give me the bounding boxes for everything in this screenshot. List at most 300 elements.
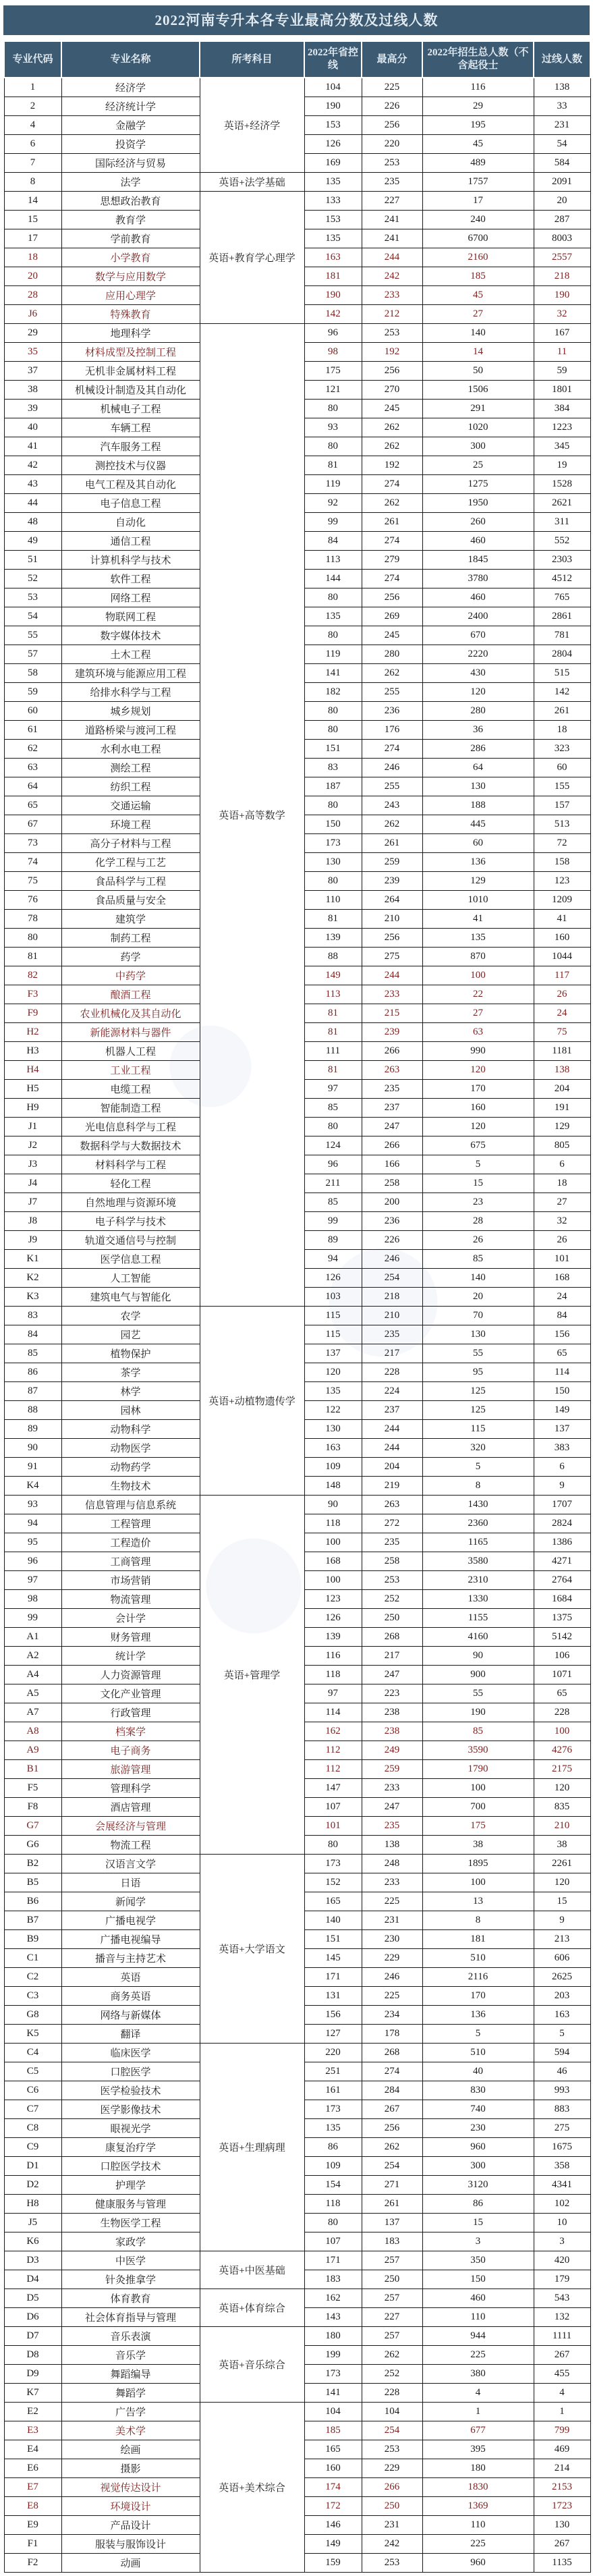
max-score-cell: 256 <box>362 2118 422 2137</box>
major-name-cell: 机械电子工程 <box>61 399 200 418</box>
pass-count-cell: 203 <box>534 1986 590 2005</box>
enroll-total-cell: 2116 <box>422 1967 534 1986</box>
max-score-cell: 234 <box>362 2005 422 2024</box>
max-score-cell: 255 <box>362 777 422 796</box>
enroll-total-cell: 195 <box>422 115 534 134</box>
enroll-total-cell: 27 <box>422 1004 534 1022</box>
major-code-cell: H8 <box>4 2194 61 2213</box>
province-line-cell: 135 <box>304 229 362 248</box>
province-line-cell: 96 <box>304 323 362 342</box>
enroll-total-cell: 700 <box>422 1797 534 1816</box>
enroll-total-cell: 125 <box>422 1400 534 1419</box>
major-name-cell: 医学影像技术 <box>61 2100 200 2118</box>
major-code-cell: 14 <box>4 191 61 210</box>
enroll-total-cell: 120 <box>422 1060 534 1079</box>
pass-count-cell: 1181 <box>534 1041 590 1060</box>
province-line-cell: 84 <box>304 531 362 550</box>
enroll-total-cell: 2220 <box>422 645 534 663</box>
enroll-total-cell: 45 <box>422 285 534 304</box>
major-name-cell: 广播电视学 <box>61 1911 200 1929</box>
max-score-cell: 262 <box>362 815 422 833</box>
province-line-cell: 116 <box>304 1646 362 1665</box>
max-score-cell: 274 <box>362 569 422 588</box>
max-score-cell: 224 <box>362 1381 422 1400</box>
pass-count-cell: 38 <box>534 1835 590 1854</box>
province-line-cell: 111 <box>304 1041 362 1060</box>
enroll-total-cell: 100 <box>422 1873 534 1892</box>
major-code-cell: E4 <box>4 2440 61 2459</box>
major-code-cell: C3 <box>4 1986 61 2005</box>
major-name-cell: 电气工程及其自动化 <box>61 474 200 493</box>
major-code-cell: 53 <box>4 588 61 607</box>
table-row <box>4 2251 590 2270</box>
pass-count-cell: 123 <box>534 871 590 890</box>
pass-count-cell: 26 <box>534 1230 590 1249</box>
pass-count-cell: 114 <box>534 1363 590 1381</box>
subject-cell: 英语+美术综合 <box>200 2402 304 2572</box>
major-code-cell: 93 <box>4 1495 61 1514</box>
max-score-cell: 250 <box>362 2496 422 2515</box>
max-score-cell: 258 <box>362 1174 422 1193</box>
major-code-cell: 87 <box>4 1381 61 1400</box>
major-name-cell: 园艺 <box>61 1325 200 1344</box>
pass-count-cell: 5 <box>534 2024 590 2043</box>
max-score-cell: 223 <box>362 1684 422 1703</box>
major-code-cell: 60 <box>4 701 61 720</box>
province-line-cell: 121 <box>304 380 362 399</box>
major-code-cell: 54 <box>4 607 61 626</box>
table-row <box>4 1495 590 1514</box>
major-name-cell: 临床医学 <box>61 2043 200 2062</box>
pass-count-cell: 606 <box>534 1948 590 1967</box>
major-code-cell: 78 <box>4 909 61 928</box>
major-name-cell: 动物药学 <box>61 1457 200 1476</box>
pass-count-cell: 24 <box>534 1287 590 1306</box>
pass-count-cell: 149 <box>534 1400 590 1419</box>
max-score-cell: 137 <box>362 2213 422 2232</box>
pass-count-cell: 455 <box>534 2364 590 2383</box>
province-line-cell: 141 <box>304 663 362 682</box>
major-name-cell: 环境设计 <box>61 2496 200 2515</box>
major-name-cell: 电子科学与技术 <box>61 1211 200 1230</box>
province-line-cell: 139 <box>304 928 362 947</box>
enroll-total-cell: 230 <box>422 2118 534 2137</box>
province-line-cell: 183 <box>304 2270 362 2289</box>
major-name-cell: 网络与新媒体 <box>61 2005 200 2024</box>
pass-count-cell: 805 <box>534 1136 590 1155</box>
pass-count-cell: 594 <box>534 2043 590 2062</box>
max-score-cell: 250 <box>362 2270 422 2289</box>
enroll-total-cell: 1757 <box>422 172 534 191</box>
enroll-total-cell: 5 <box>422 1155 534 1174</box>
pass-count-cell: 1135 <box>534 2553 590 2572</box>
pass-count-cell: 2175 <box>534 1759 590 1778</box>
province-line-cell: 112 <box>304 1759 362 1778</box>
pass-count-cell: 1675 <box>534 2137 590 2156</box>
major-name-cell: 建筑环境与能源应用工程 <box>61 663 200 682</box>
max-score-cell: 252 <box>362 2364 422 2383</box>
enroll-total-cell: 15 <box>422 2213 534 2232</box>
column-header-0: 专业代码 <box>4 41 61 78</box>
province-line-cell: 85 <box>304 1193 362 1211</box>
major-name-cell: 网络工程 <box>61 588 200 607</box>
max-score-cell: 239 <box>362 1022 422 1041</box>
major-name-cell: 档案学 <box>61 1722 200 1741</box>
province-line-cell: 162 <box>304 1722 362 1741</box>
enroll-total-cell: 90 <box>422 1646 534 1665</box>
province-line-cell: 181 <box>304 267 362 285</box>
province-line-cell: 89 <box>304 1230 362 1249</box>
max-score-cell: 227 <box>362 2307 422 2326</box>
pass-count-cell: 18 <box>534 720 590 739</box>
pass-count-cell: 155 <box>534 777 590 796</box>
major-code-cell: 80 <box>4 928 61 947</box>
major-name-cell: 经济统计学 <box>61 97 200 115</box>
max-score-cell: 241 <box>362 229 422 248</box>
major-name-cell: 金融学 <box>61 115 200 134</box>
major-name-cell: 酿酒工程 <box>61 985 200 1004</box>
province-line-cell: 94 <box>304 1249 362 1268</box>
major-code-cell: 35 <box>4 342 61 361</box>
province-line-cell: 151 <box>304 1929 362 1948</box>
pass-count-cell: 4341 <box>534 2175 590 2194</box>
pass-count-cell: 358 <box>534 2156 590 2175</box>
major-name-cell: 数字媒体技术 <box>61 626 200 645</box>
column-header-5: 2022年招生总人数（不含起役士 <box>422 41 534 78</box>
province-line-cell: 109 <box>304 2156 362 2175</box>
major-code-cell: 97 <box>4 1570 61 1589</box>
province-line-cell: 107 <box>304 2232 362 2251</box>
enroll-total-cell: 60 <box>422 833 534 852</box>
max-score-cell: 212 <box>362 304 422 323</box>
max-score-cell: 237 <box>362 1400 422 1419</box>
max-score-cell: 248 <box>362 1854 422 1873</box>
province-line-cell: 81 <box>304 1004 362 1022</box>
province-line-cell: 81 <box>304 909 362 928</box>
max-score-cell: 261 <box>362 2194 422 2213</box>
pass-count-cell: 4276 <box>534 1741 590 1759</box>
subject-cell: 英语+中医基础 <box>200 2251 304 2289</box>
province-line-cell: 126 <box>304 1608 362 1627</box>
province-line-cell: 156 <box>304 2005 362 2024</box>
major-code-cell: 28 <box>4 285 61 304</box>
province-line-cell: 165 <box>304 1892 362 1911</box>
enroll-total-cell: 3780 <box>422 569 534 588</box>
max-score-cell: 259 <box>362 852 422 871</box>
max-score-cell: 239 <box>362 871 422 890</box>
major-name-cell: 针灸推拿学 <box>61 2270 200 2289</box>
enroll-total-cell: 380 <box>422 2364 534 2383</box>
major-code-cell: 39 <box>4 399 61 418</box>
major-name-cell: 材料科学与工程 <box>61 1155 200 1174</box>
enroll-total-cell: 41 <box>422 909 534 928</box>
pass-count-cell: 1044 <box>534 947 590 966</box>
major-code-cell: J8 <box>4 1211 61 1230</box>
table-row <box>4 1306 590 1325</box>
province-line-cell: 173 <box>304 1854 362 1873</box>
subject-cell: 英语+动植物遗传学 <box>200 1306 304 1495</box>
pass-count-cell: 345 <box>534 437 590 456</box>
major-name-cell: 机械设计制造及其自动化 <box>61 380 200 399</box>
enroll-total-cell: 740 <box>422 2100 534 2118</box>
pass-count-cell: 231 <box>534 115 590 134</box>
major-code-cell: 29 <box>4 323 61 342</box>
major-code-cell: 64 <box>4 777 61 796</box>
enroll-total-cell: 1155 <box>422 1608 534 1627</box>
major-code-cell: 41 <box>4 437 61 456</box>
major-code-cell: H3 <box>4 1041 61 1060</box>
major-name-cell: 轨道交通信号与控制 <box>61 1230 200 1249</box>
enroll-total-cell: 13 <box>422 1892 534 1911</box>
table-row <box>4 323 590 342</box>
enroll-total-cell: 55 <box>422 1684 534 1703</box>
pass-count-cell: 323 <box>534 739 590 758</box>
pass-count-cell: 117 <box>534 966 590 985</box>
enroll-total-cell: 4 <box>422 2383 534 2402</box>
major-code-cell: 6 <box>4 134 61 153</box>
province-line-cell: 175 <box>304 361 362 380</box>
max-score-cell: 262 <box>362 2345 422 2364</box>
pass-count-cell: 138 <box>534 1060 590 1079</box>
major-code-cell: 82 <box>4 966 61 985</box>
major-name-cell: 生物技术 <box>61 1476 200 1495</box>
pass-count-cell: 384 <box>534 399 590 418</box>
major-code-cell: 63 <box>4 758 61 777</box>
major-name-cell: 法学 <box>61 172 200 191</box>
enroll-total-cell: 300 <box>422 2156 534 2175</box>
major-name-cell: 环境工程 <box>61 815 200 833</box>
max-score-cell: 246 <box>362 758 422 777</box>
major-code-cell: B1 <box>4 1759 61 1778</box>
max-score-cell: 266 <box>362 1136 422 1155</box>
major-code-cell: G6 <box>4 1835 61 1854</box>
province-line-cell: 124 <box>304 1136 362 1155</box>
pass-count-cell: 267 <box>534 2345 590 2364</box>
province-line-cell: 126 <box>304 1268 362 1287</box>
table-row <box>4 191 590 210</box>
pass-count-cell: 41 <box>534 909 590 928</box>
province-line-cell: 85 <box>304 1098 362 1117</box>
enroll-total-cell: 170 <box>422 1986 534 2005</box>
max-score-cell: 215 <box>362 1004 422 1022</box>
major-code-cell: 42 <box>4 456 61 474</box>
pass-count-cell: 1209 <box>534 890 590 909</box>
pass-count-cell: 1684 <box>534 1589 590 1608</box>
max-score-cell: 258 <box>362 1552 422 1570</box>
major-name-cell: 新能源材料与器件 <box>61 1022 200 1041</box>
major-name-cell: 英语 <box>61 1967 200 1986</box>
major-name-cell: 机器人工程 <box>61 1041 200 1060</box>
major-name-cell: 光电信息科学与工程 <box>61 1117 200 1136</box>
pass-count-cell: 1707 <box>534 1495 590 1514</box>
pass-count-cell: 150 <box>534 1381 590 1400</box>
major-name-cell: 翻译 <box>61 2024 200 2043</box>
max-score-cell: 227 <box>362 191 422 210</box>
pass-count-cell: 204 <box>534 1079 590 1098</box>
province-line-cell: 173 <box>304 2100 362 2118</box>
province-line-cell: 140 <box>304 1911 362 1929</box>
major-name-cell: 车辆工程 <box>61 418 200 437</box>
major-code-cell: 62 <box>4 739 61 758</box>
major-code-cell: D3 <box>4 2251 61 2270</box>
pass-count-cell: 275 <box>534 2118 590 2137</box>
max-score-cell: 262 <box>362 2137 422 2156</box>
pass-count-cell: 1386 <box>534 1533 590 1552</box>
major-code-cell: G7 <box>4 1816 61 1835</box>
max-score-cell: 217 <box>362 1646 422 1665</box>
pass-count-cell: 469 <box>534 2440 590 2459</box>
enroll-total-cell: 225 <box>422 2345 534 2364</box>
major-code-cell: 61 <box>4 720 61 739</box>
major-name-cell: 视觉传达设计 <box>61 2477 200 2496</box>
major-name-cell: 摄影 <box>61 2459 200 2477</box>
max-score-cell: 233 <box>362 1873 422 1892</box>
max-score-cell: 236 <box>362 1211 422 1230</box>
max-score-cell: 274 <box>362 2062 422 2081</box>
major-code-cell: 89 <box>4 1419 61 1438</box>
major-code-cell: D2 <box>4 2175 61 2194</box>
major-code-cell: J3 <box>4 1155 61 1174</box>
pass-count-cell: 2091 <box>534 172 590 191</box>
max-score-cell: 274 <box>362 531 422 550</box>
major-code-cell: A5 <box>4 1684 61 1703</box>
major-name-cell: 绘画 <box>61 2440 200 2459</box>
pass-count-cell: 138 <box>534 78 590 97</box>
enroll-total-cell: 180 <box>422 2459 534 2477</box>
major-code-cell: 18 <box>4 248 61 267</box>
province-line-cell: 149 <box>304 966 362 985</box>
pass-count-cell: 54 <box>534 134 590 153</box>
pass-count-cell: 210 <box>534 1816 590 1835</box>
major-name-cell: 医学检验技术 <box>61 2081 200 2100</box>
major-code-cell: H5 <box>4 1079 61 1098</box>
major-name-cell: 财务管理 <box>61 1627 200 1646</box>
major-code-cell: B2 <box>4 1854 61 1873</box>
province-line-cell: 154 <box>304 2175 362 2194</box>
province-line-cell: 220 <box>304 2043 362 2062</box>
province-line-cell: 119 <box>304 474 362 493</box>
province-line-cell: 80 <box>304 701 362 720</box>
enroll-total-cell: 28 <box>422 1211 534 1230</box>
max-score-cell: 252 <box>362 1589 422 1608</box>
province-line-cell: 147 <box>304 1778 362 1797</box>
pass-count-cell: 3 <box>534 2232 590 2251</box>
max-score-cell: 178 <box>362 2024 422 2043</box>
enroll-total-cell: 900 <box>422 1665 534 1684</box>
major-code-cell: 86 <box>4 1363 61 1381</box>
enroll-total-cell: 2360 <box>422 1514 534 1533</box>
pass-count-cell: 18 <box>534 1174 590 1193</box>
enroll-total-cell: 150 <box>422 2270 534 2289</box>
enroll-total-cell: 1790 <box>422 1759 534 1778</box>
major-code-cell: E2 <box>4 2402 61 2421</box>
province-line-cell: 185 <box>304 2421 362 2440</box>
max-score-cell: 104 <box>362 2402 422 2421</box>
pass-count-cell: 543 <box>534 2289 590 2307</box>
pass-count-cell: 8003 <box>534 229 590 248</box>
enroll-total-cell: 350 <box>422 2251 534 2270</box>
province-line-cell: 83 <box>304 758 362 777</box>
table-row <box>4 2043 590 2062</box>
pass-count-cell: 6 <box>534 1457 590 1476</box>
table-row <box>4 172 590 191</box>
enroll-total-cell: 960 <box>422 2553 534 2572</box>
max-score-cell: 192 <box>362 456 422 474</box>
enroll-total-cell: 1895 <box>422 1854 534 1873</box>
max-score-cell: 219 <box>362 1476 422 1495</box>
enroll-total-cell: 120 <box>422 1117 534 1136</box>
table-row <box>4 78 590 97</box>
major-code-cell: A8 <box>4 1722 61 1741</box>
major-code-cell: K6 <box>4 2232 61 2251</box>
major-code-cell: K3 <box>4 1287 61 1306</box>
max-score-cell: 263 <box>362 1060 422 1079</box>
province-line-cell: 151 <box>304 739 362 758</box>
province-line-cell: 131 <box>304 1986 362 2005</box>
pass-count-cell: 84 <box>534 1306 590 1325</box>
major-code-cell: K5 <box>4 2024 61 2043</box>
major-name-cell: 会计学 <box>61 1608 200 1627</box>
major-name-cell: 小学教育 <box>61 248 200 267</box>
province-line-cell: 80 <box>304 1117 362 1136</box>
major-name-cell: 新闻学 <box>61 1892 200 1911</box>
major-name-cell: 统计学 <box>61 1646 200 1665</box>
enroll-total-cell: 670 <box>422 626 534 645</box>
province-line-cell: 113 <box>304 550 362 569</box>
max-score-cell: 264 <box>362 890 422 909</box>
major-code-cell: 85 <box>4 1344 61 1363</box>
major-name-cell: 自动化 <box>61 512 200 531</box>
major-name-cell: 旅游管理 <box>61 1759 200 1778</box>
pass-count-cell: 60 <box>534 758 590 777</box>
pass-count-cell: 160 <box>534 928 590 947</box>
major-name-cell: 通信工程 <box>61 531 200 550</box>
pass-count-cell: 179 <box>534 2270 590 2289</box>
major-code-cell: C2 <box>4 1967 61 1986</box>
enroll-total-cell: 280 <box>422 701 534 720</box>
province-line-cell: 123 <box>304 1589 362 1608</box>
province-line-cell: 81 <box>304 456 362 474</box>
major-name-cell: 口腔医学 <box>61 2062 200 2081</box>
province-line-cell: 92 <box>304 493 362 512</box>
major-code-cell: J9 <box>4 1230 61 1249</box>
max-score-cell: 257 <box>362 2251 422 2270</box>
major-name-cell: 汽车服务工程 <box>61 437 200 456</box>
major-name-cell: 管理科学 <box>61 1778 200 1797</box>
enroll-total-cell: 8 <box>422 1476 534 1495</box>
major-name-cell: 纺织工程 <box>61 777 200 796</box>
max-score-cell: 253 <box>362 1570 422 1589</box>
max-score-cell: 247 <box>362 1117 422 1136</box>
major-code-cell: D1 <box>4 2156 61 2175</box>
province-line-cell: 190 <box>304 97 362 115</box>
enroll-total-cell: 38 <box>422 1835 534 1854</box>
major-code-cell: F2 <box>4 2553 61 2572</box>
major-code-cell: J5 <box>4 2213 61 2232</box>
enroll-total-cell: 136 <box>422 852 534 871</box>
province-line-cell: 135 <box>304 607 362 626</box>
province-line-cell: 99 <box>304 512 362 531</box>
column-header-4: 最高分 <box>362 41 422 78</box>
province-line-cell: 142 <box>304 304 362 323</box>
major-code-cell: 90 <box>4 1438 61 1457</box>
max-score-cell: 254 <box>362 1268 422 1287</box>
major-code-cell: 96 <box>4 1552 61 1570</box>
major-code-cell: J2 <box>4 1136 61 1155</box>
province-line-cell: 103 <box>304 1287 362 1306</box>
enroll-total-cell: 2400 <box>422 607 534 626</box>
province-line-cell: 133 <box>304 191 362 210</box>
